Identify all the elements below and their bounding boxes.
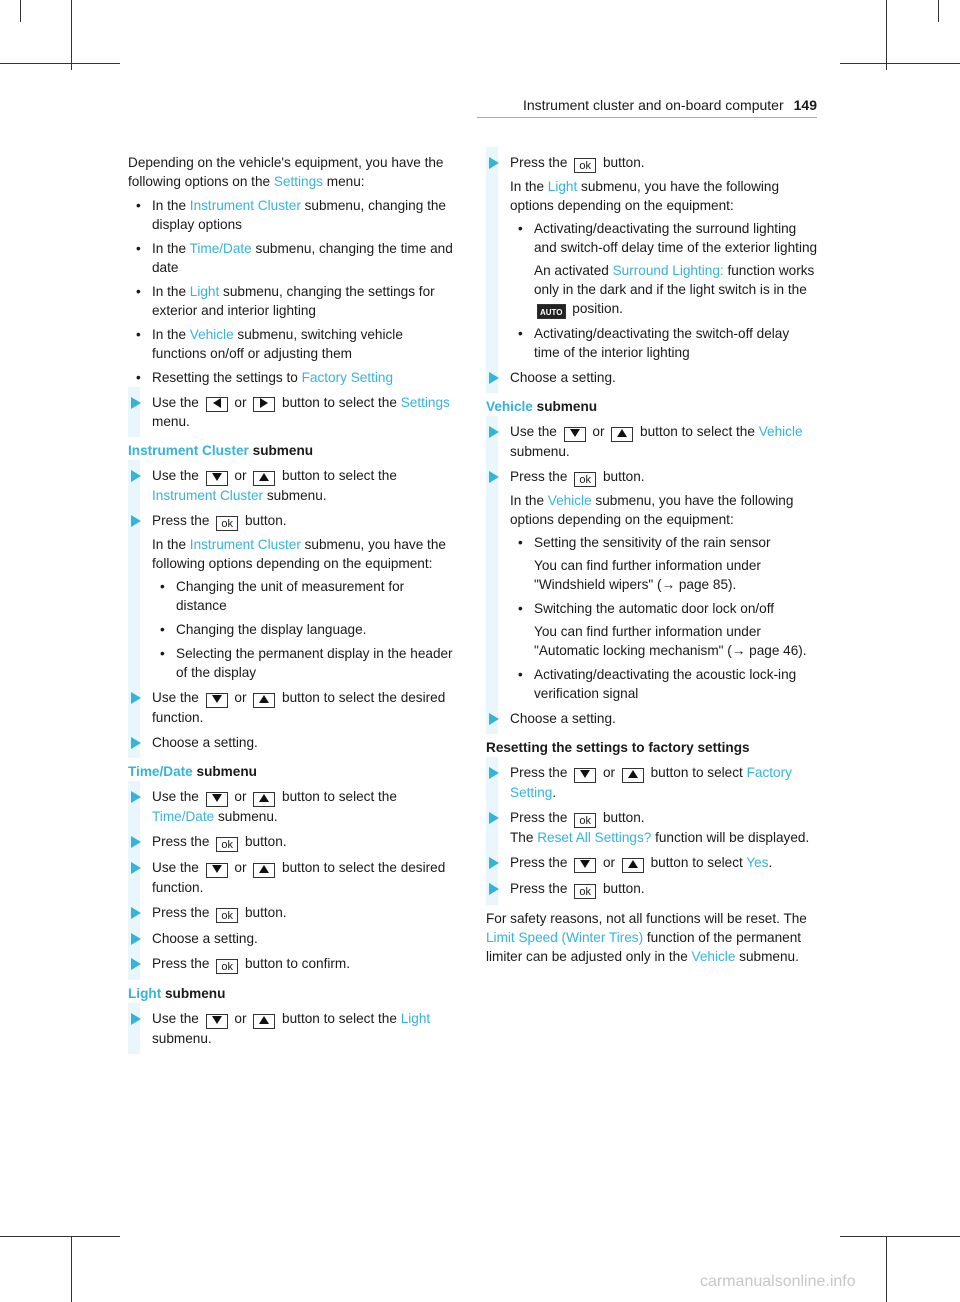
list-item: • In the Instrument Cluster submenu, changing the display options bbox=[128, 196, 458, 234]
step: Press the ok button. In the Vehicle submenu, you have the following options depending on the equipment: • Setting the sensitivity of the rain sensor You can find further information under "Windshield wipers" (→ page 85). • Switching the automatic door lock on/off You can find further information under "Automatic locking mechanism" (→ page 46). • Activating/deactivating the acoustic lock-ing verification signal bbox=[486, 467, 818, 703]
step: Use the or button to select the Light submenu. bbox=[128, 1009, 458, 1048]
step-arrow-icon bbox=[131, 397, 141, 409]
down-arrow-key-icon bbox=[206, 792, 228, 807]
step-arrow-icon bbox=[131, 737, 141, 749]
step-arrow-icon bbox=[131, 933, 141, 945]
up-arrow-key-icon bbox=[611, 427, 633, 442]
step: Press the or button to select Factory Setting. bbox=[486, 763, 818, 802]
up-arrow-key-icon bbox=[622, 858, 644, 873]
step-arrow-icon bbox=[489, 812, 499, 824]
option-list bbox=[510, 533, 818, 703]
page-header bbox=[477, 96, 817, 115]
list-item: • Setting the sensitivity of the rain sensor You can find further information under "Windshield wipers" (→ page 85). bbox=[510, 533, 818, 594]
step: Choose a setting. bbox=[128, 733, 458, 752]
option-list bbox=[152, 577, 458, 682]
list-item: • Changing the unit of measurement for distance bbox=[152, 577, 458, 615]
ok-key-icon: ok bbox=[574, 472, 596, 487]
step-note: In the Light submenu, you have the following options depending on the equipment: bbox=[510, 179, 780, 213]
footer-note: For safety reasons, not all functions will be reset. The Limit Speed (Winter Tires) function of the permanent limiter can be adjusted only in the Vehicle submenu. bbox=[486, 911, 807, 964]
up-arrow-key-icon bbox=[253, 471, 275, 486]
list-item: • Activating/deactivating the acoustic lock-ing verification signal bbox=[510, 665, 818, 703]
step-arrow-icon bbox=[131, 791, 141, 803]
item-note: An activated Surround Lighting: function works only in the dark and if the light switch is in the AUTO position. bbox=[534, 263, 815, 317]
down-arrow-key-icon bbox=[206, 863, 228, 878]
list-item: • Activating/deactivating the surround lighting and switch-off delay time of the exterior lighting An activated Surround Lighting: function works only in the dark and if the light switch is in the AUTO position. bbox=[510, 219, 818, 319]
list-item: • In the Light submenu, changing the settings for exterior and interior lighting bbox=[128, 282, 458, 320]
list-item: • Switching the automatic door lock on/off You can find further information under "Automatic locking mechanism" (→ page 46). bbox=[510, 599, 818, 660]
down-arrow-key-icon bbox=[206, 693, 228, 708]
down-arrow-key-icon bbox=[564, 427, 586, 442]
up-arrow-key-icon bbox=[253, 792, 275, 807]
heading-instrument-cluster: Instrument Cluster submenu bbox=[128, 443, 314, 458]
step-arrow-icon bbox=[131, 836, 141, 848]
step-arrow-icon bbox=[489, 883, 499, 895]
step-arrow-icon bbox=[489, 157, 499, 169]
ok-key-icon: ok bbox=[216, 837, 238, 852]
step: Press the ok button to confirm. bbox=[128, 954, 458, 974]
list-item: • In the Vehicle submenu, switching vehicle functions on/off or adjusting them bbox=[128, 325, 458, 363]
up-arrow-key-icon bbox=[253, 693, 275, 708]
step: Press the ok button. In the Instrument Cluster submenu, you have the following options depending on the equipment: • Changing the unit of measurement for distance • Changing the display language. • Selecting the permanent display in the header of the display bbox=[128, 511, 458, 682]
ok-key-icon: ok bbox=[574, 813, 596, 828]
step: Press the ok button. bbox=[486, 879, 818, 899]
up-arrow-key-icon bbox=[253, 863, 275, 878]
down-arrow-key-icon bbox=[574, 768, 596, 783]
auto-key-icon: AUTO bbox=[537, 304, 566, 319]
step-arrow-icon bbox=[131, 470, 141, 482]
step-arrow-icon bbox=[131, 958, 141, 970]
heading-reset: Resetting the settings to factory settings bbox=[486, 740, 750, 755]
step-arrow-icon bbox=[131, 692, 141, 704]
list-item: • In the Time/Date submenu, changing the time and date bbox=[128, 239, 458, 277]
step-arrow-icon bbox=[489, 426, 499, 438]
up-arrow-key-icon bbox=[253, 1014, 275, 1029]
heading-time-date: Time/Date submenu bbox=[128, 764, 257, 779]
step: Press the or button to select Yes. bbox=[486, 853, 818, 873]
step: Press the ok button. The Reset All Settings? function will be displayed. bbox=[486, 808, 818, 847]
up-arrow-key-icon bbox=[622, 768, 644, 783]
step-arrow-icon bbox=[131, 907, 141, 919]
list-item: • Resetting the settings to Factory Setting bbox=[128, 368, 458, 387]
step: Use the or button to select the desired function. bbox=[128, 858, 458, 897]
ok-key-icon: ok bbox=[574, 158, 596, 173]
heading-vehicle: Vehicle submenu bbox=[486, 399, 598, 414]
step: Use the or button to select the Instrument Cluster submenu. bbox=[128, 466, 458, 505]
left-column bbox=[128, 153, 458, 1054]
step-arrow-icon bbox=[489, 857, 499, 869]
header-title: Instrument cluster and on-board computer bbox=[522, 97, 784, 113]
step-note: In the Vehicle submenu, you have the following options depending on the equipment: bbox=[510, 493, 794, 527]
step: Choose a setting. bbox=[486, 368, 818, 387]
step-arrow-icon bbox=[131, 515, 141, 527]
down-arrow-key-icon bbox=[206, 471, 228, 486]
list-item: • Selecting the permanent display in the header of the display bbox=[152, 644, 458, 682]
intro-paragraph: Depending on the vehicle's equipment, you have the following options on the Settings menu: bbox=[128, 155, 444, 189]
step: Choose a setting. bbox=[128, 929, 458, 948]
step-arrow-icon bbox=[131, 1013, 141, 1025]
down-arrow-key-icon bbox=[206, 1014, 228, 1029]
step: Use the or button to select the desired function. bbox=[128, 688, 458, 727]
item-note: You can find further information under "Automatic locking mechanism" (→ page 46). bbox=[534, 624, 807, 658]
header-rule bbox=[477, 117, 817, 118]
list-item: • Changing the display language. bbox=[152, 620, 458, 639]
list-item: • Activating/deactivating the switch-off delay time of the interior lighting bbox=[510, 324, 818, 362]
step-note: In the Instrument Cluster submenu, you have the following options depending on the equipment: bbox=[152, 537, 446, 571]
ok-key-icon: ok bbox=[216, 959, 238, 974]
step-arrow-icon bbox=[131, 862, 141, 874]
step: Use the or button to select the Vehicle submenu. bbox=[486, 422, 818, 461]
step: Choose a setting. bbox=[486, 709, 818, 728]
option-list bbox=[510, 219, 818, 362]
step-arrow-icon bbox=[489, 713, 499, 725]
left-arrow-key-icon bbox=[206, 397, 228, 412]
right-column bbox=[486, 153, 818, 971]
step: Use the or button to select the Time/Date submenu. bbox=[128, 787, 458, 826]
down-arrow-key-icon bbox=[574, 858, 596, 873]
step-arrow-icon bbox=[489, 372, 499, 384]
item-note: You can find further information under "Windshield wipers" (→ page 85). bbox=[534, 558, 761, 592]
right-arrow-key-icon bbox=[253, 397, 275, 412]
ok-key-icon: ok bbox=[574, 884, 596, 899]
step: Press the ok button. bbox=[128, 903, 458, 923]
ok-key-icon: ok bbox=[216, 516, 238, 531]
ok-key-icon: ok bbox=[216, 908, 238, 923]
step: Press the ok button. bbox=[128, 832, 458, 852]
watermark: carmanualsonline.info bbox=[700, 1273, 856, 1290]
step-arrow-icon bbox=[489, 471, 499, 483]
intro-list bbox=[128, 196, 458, 387]
step-select-settings: Use the or button to select the Settings menu. bbox=[128, 393, 458, 431]
page-number: 149 bbox=[793, 97, 817, 113]
step-arrow-icon bbox=[489, 767, 499, 779]
step: Press the ok button. In the Light submenu, you have the following options depending on the equipment: • Activating/deactivating the surround lighting and switch-off delay time of the exterior lighting An activated Surround Lighting: function works only in the dark and if the light switch is in the AUTO position. • Activating/deactivating the switch-off delay time of the interior lighting bbox=[486, 153, 818, 362]
heading-light: Light submenu bbox=[128, 986, 226, 1001]
